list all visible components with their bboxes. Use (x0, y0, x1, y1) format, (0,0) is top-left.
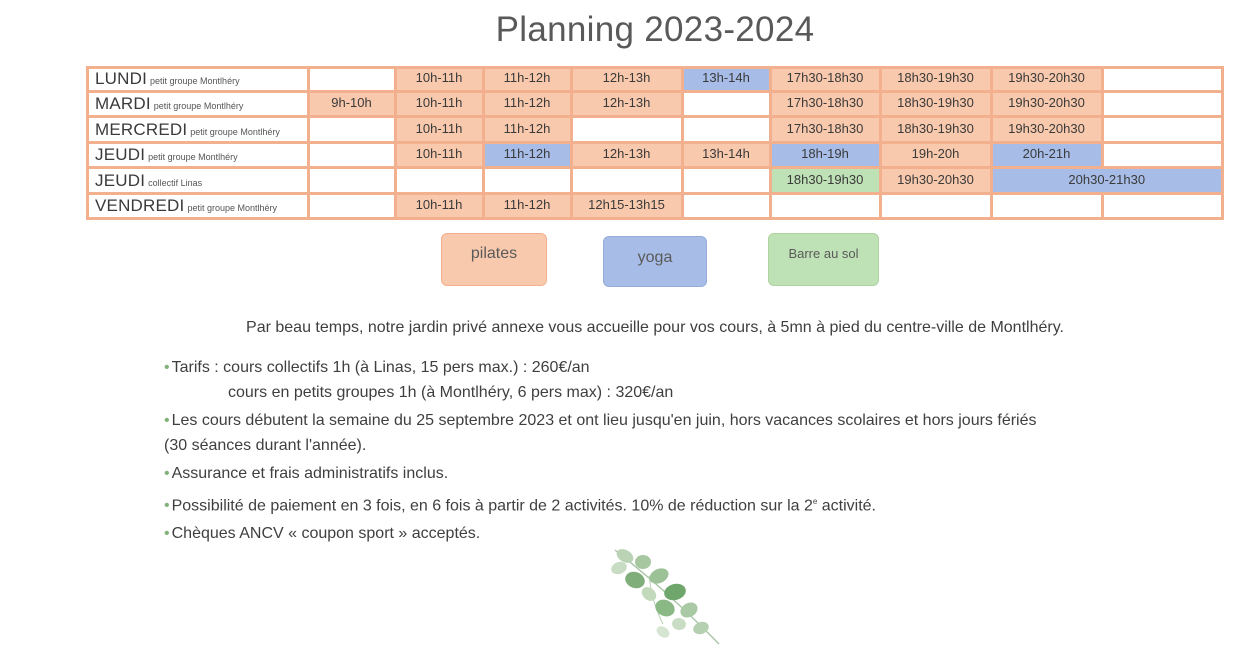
schedule-slot: 12h-13h (573, 69, 681, 90)
empty-slot (310, 118, 394, 141)
day-cell (89, 144, 307, 166)
day-group: petit groupe Montlhéry (153, 100, 244, 111)
empty-slot (310, 169, 394, 192)
empty-slot (573, 169, 681, 192)
day-cell (89, 118, 307, 141)
schedule-slot: 18h-19h (772, 144, 879, 166)
day-name: VENDREDI (95, 195, 185, 215)
day-group: petit groupe Montlhéry (148, 151, 238, 162)
schedule-slot: 19h30-20h30 (882, 169, 990, 192)
schedule-slot: 11h-12h (485, 69, 570, 90)
paiement-item (164, 489, 1194, 518)
empty-slot (1104, 195, 1222, 218)
schedule-slot: 19h30-20h30 (993, 118, 1101, 141)
legend-pilates: pilates (441, 233, 547, 286)
intro-text: Par beau temps, notre jardin privé annexe vous accueille pour vos cours, à 5mn à pied du centre-ville de Montlhéry. (246, 319, 1064, 336)
schedule-slot: 10h-11h (397, 93, 482, 115)
cheques-text: Chèques ANCV « coupon sport » acceptés. (171, 525, 481, 543)
paiement-text: Possibilité de paiement en 3 fois, en 6 fois à partir de 2 activités. 10% de réduction sur la 2 (171, 497, 813, 515)
schedule-slot: 17h30-18h30 (772, 93, 879, 115)
empty-slot (573, 118, 681, 141)
empty-slot (397, 169, 482, 192)
bullet-icon: • (164, 525, 170, 543)
empty-slot (882, 195, 990, 218)
schedule-slot: 10h-11h (397, 195, 482, 218)
tarifs-line-2: cours en petits groupes 1h (à Montlhéry, 6 pers max) : 320€/an (228, 384, 674, 401)
empty-slot (1104, 118, 1222, 141)
empty-slot (310, 69, 394, 90)
day-cell (89, 93, 307, 115)
day-cell (89, 169, 307, 192)
empty-slot (772, 195, 879, 218)
day-group: collectif Linas (148, 177, 203, 188)
day-group: petit groupe Montlhéry (150, 76, 240, 86)
legend-barre-au-sol: Barre au sol (768, 233, 879, 286)
bullet-icon: • (164, 465, 170, 482)
schedule-slot: 9h-10h (310, 93, 394, 115)
day-name: MERCREDI (95, 119, 188, 139)
empty-slot (993, 195, 1101, 218)
empty-slot (310, 144, 394, 166)
day-name: MARDI (95, 93, 151, 113)
schedule-slot: 10h-11h (397, 118, 482, 141)
day-cell (89, 69, 307, 90)
empty-slot (1104, 144, 1222, 166)
schedule-slot: 10h-11h (397, 144, 482, 166)
schedule-slot: 18h30-19h30 (882, 69, 990, 90)
bullet-icon: • (164, 497, 170, 515)
empty-slot (1104, 69, 1222, 90)
empty-slot (310, 195, 394, 218)
tarifs-item (164, 355, 1194, 380)
empty-slot (684, 118, 769, 141)
schedule-slot: 17h30-18h30 (772, 118, 879, 141)
schedule-slot: 13h-14h (684, 69, 769, 90)
empty-slot (485, 169, 570, 192)
schedule-slot: 19h30-20h30 (993, 69, 1101, 90)
schedule-slot: 11h-12h (485, 118, 570, 141)
assurance-item (164, 461, 1194, 486)
schedule-slot: 17h30-18h30 (772, 69, 879, 90)
schedule-slot: 13h-14h (684, 144, 769, 166)
cours-line-2: (30 séances durant l'année). (164, 437, 367, 454)
day-name: JEUDI (95, 144, 146, 164)
schedule-slot: 18h30-19h30 (882, 118, 990, 141)
schedule-slot: 12h-13h (573, 93, 681, 115)
schedule-slot: 11h-12h (485, 195, 570, 218)
day-group: petit groupe Montlhéry (187, 202, 278, 213)
schedule-slot: 20h30-21h30 (993, 169, 1222, 192)
info-section (164, 355, 1194, 546)
schedule-slot: 12h-13h (573, 144, 681, 166)
schedule-slot: 11h-12h (485, 93, 570, 115)
schedule-slot: 12h15-13h15 (573, 195, 681, 218)
schedule-slot: 10h-11h (397, 69, 482, 90)
legend-yoga: yoga (603, 236, 707, 287)
day-name: JEUDI (95, 170, 146, 190)
day-group: petit groupe Montlhéry (190, 126, 280, 137)
empty-slot (684, 93, 769, 115)
cours-item (164, 408, 1194, 433)
empty-slot (684, 195, 769, 218)
schedule-slot: 20h-21h (993, 144, 1101, 166)
schedule-table (86, 66, 1224, 220)
day-name: LUNDI (95, 69, 148, 88)
paiement-text-end: activité. (817, 497, 876, 515)
cheques-item (164, 521, 1194, 546)
eucalyptus-leaves-decoration (605, 544, 725, 650)
page-title: Planning 2023-2024 (495, 10, 815, 49)
schedule-slot: 18h30-19h30 (882, 93, 990, 115)
paiement-sup: e (812, 497, 818, 506)
cours-line-1: Les cours débutent la semaine du 25 septembre 2023 et ont lieu jusqu'en juin, hors vacances scolaires et hors jours fériés (171, 412, 1037, 429)
tarifs-line-1: Tarifs : cours collectifs 1h (à Linas, 15 pers max.) : 260€/an (171, 359, 590, 376)
bullet-icon: • (164, 412, 170, 429)
empty-slot (684, 169, 769, 192)
bullet-icon: • (164, 359, 170, 376)
schedule-slot: 18h30-19h30 (772, 169, 879, 192)
day-cell (89, 195, 307, 218)
schedule-slot: 19h-20h (882, 144, 990, 166)
schedule-slot: 19h30-20h30 (993, 93, 1101, 115)
assurance-text: Assurance et frais administratifs inclus. (171, 465, 449, 482)
empty-slot (1104, 93, 1222, 115)
schedule-slot: 11h-12h (485, 144, 570, 166)
